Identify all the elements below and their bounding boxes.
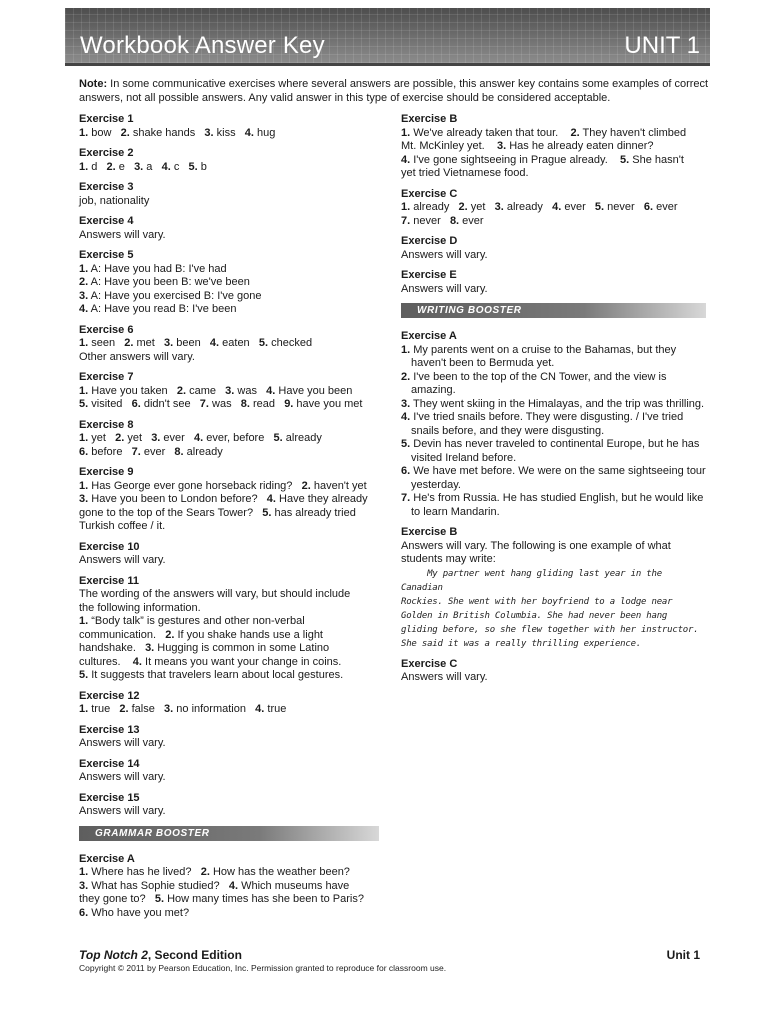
answer-number: 4. xyxy=(209,337,220,349)
answer-text: read xyxy=(249,398,285,410)
answer-line xyxy=(79,337,379,351)
answer-line xyxy=(79,642,379,656)
answer-text: We've already taken that tour. xyxy=(410,126,571,139)
answer-line xyxy=(79,385,379,399)
answer-text: bow xyxy=(88,126,121,139)
exercise-block xyxy=(79,724,379,751)
answer-number: 1. xyxy=(79,866,89,878)
answer-text: cultures. xyxy=(79,655,133,668)
answer-line xyxy=(79,669,379,683)
exercise-title: Exercise 15 xyxy=(79,791,140,804)
exercise-block xyxy=(79,324,379,365)
answer-text: He's from Russia. He has studied English, but he would like to learn Mandarin. xyxy=(410,492,707,518)
answer-line xyxy=(79,276,379,290)
answer-line xyxy=(79,127,379,141)
answer-line xyxy=(79,398,379,412)
answer-number: 1. xyxy=(79,615,89,627)
answer-text: before xyxy=(88,445,132,458)
answer-number: 8. xyxy=(174,445,184,458)
answer-line xyxy=(79,737,379,751)
answer-line xyxy=(401,249,706,263)
answer-text: Answers will vary. xyxy=(401,282,488,295)
answer-line xyxy=(401,154,706,168)
answer-number: 3. xyxy=(79,493,89,505)
answer-text: I've been to the top of the CN Tower, and the view is amazing. xyxy=(410,370,670,396)
exercise-block xyxy=(401,188,706,229)
answer-text: Has George ever gone horseback riding? xyxy=(88,479,302,492)
exercise-block xyxy=(79,466,379,534)
answer-text: Have you been xyxy=(275,384,353,397)
answer-text: been xyxy=(173,337,210,349)
answer-line xyxy=(79,229,379,243)
answer-text: “Body talk” is gestures and other non-verbal xyxy=(88,615,305,627)
answer-number: 3. xyxy=(134,160,144,173)
answer-number: 2. xyxy=(401,370,411,383)
answer-text: ever, before xyxy=(203,432,274,444)
answer-text: yet tried Vietnamese food. xyxy=(401,167,529,179)
answer-text: b xyxy=(197,160,207,173)
answer-line xyxy=(401,201,706,215)
answer-line xyxy=(79,432,379,446)
answer-number: 8. xyxy=(449,214,460,227)
answer-number: 5. xyxy=(594,201,605,213)
answer-number: 5. xyxy=(273,432,283,444)
answer-line xyxy=(401,283,706,297)
answer-number: 6. xyxy=(79,906,89,919)
exercise-block xyxy=(79,371,379,412)
answer-text: a xyxy=(143,160,162,173)
answer-text: Answers will vary. xyxy=(401,671,488,683)
answer-text: What has Sophie studied? xyxy=(88,879,229,892)
exercise-title: Exercise 1 xyxy=(79,113,134,125)
answer-number: 8. xyxy=(240,398,250,410)
answer-text: If you shake hands use a light xyxy=(174,628,323,641)
exercise-title: Exercise 13 xyxy=(79,723,140,736)
answer-text: communication. xyxy=(79,628,166,641)
answer-text: Answers will vary. xyxy=(79,771,166,783)
sample-writing-line: gliding before, so she flew together with her instructor. xyxy=(401,624,699,635)
answer-number: 3. xyxy=(164,703,174,715)
answer-number: 2. xyxy=(124,337,134,349)
answer-text: already xyxy=(183,445,223,458)
answer-number: 7. xyxy=(401,492,411,504)
answer-text: ever xyxy=(561,201,595,213)
answer-number: 2. xyxy=(120,126,130,139)
answer-number: 2. xyxy=(119,703,129,715)
answer-text: Answers will vary. xyxy=(79,228,166,241)
answer-line xyxy=(79,703,379,717)
note-paragraph xyxy=(79,78,709,105)
sample-writing-line: She said it was a really thrilling experience. xyxy=(401,638,642,649)
answer-number: 4. xyxy=(255,703,265,715)
answer-text: Answers will vary. xyxy=(79,737,166,749)
answer-text: Mt. McKinley yet. xyxy=(401,140,497,152)
exercise-title: Exercise 14 xyxy=(79,757,140,770)
answer-text: A: Have you been B: we've been xyxy=(88,276,250,288)
exercise-title: Exercise 5 xyxy=(79,249,134,261)
answer-line xyxy=(401,553,706,567)
exercise-title: Exercise 6 xyxy=(79,323,134,336)
footer-book-name: Top Notch 2 xyxy=(79,948,148,962)
answer-text: eaten xyxy=(219,337,259,349)
answer-number: 5. xyxy=(154,893,165,905)
exercise-block xyxy=(79,792,379,819)
answer-number: 3. xyxy=(79,289,89,302)
answer-text: c xyxy=(170,160,189,173)
answer-line xyxy=(401,465,709,492)
answer-text: no information xyxy=(173,703,256,715)
exercise-title: Exercise D xyxy=(401,235,458,247)
exercise-block xyxy=(79,690,379,717)
exercise-title: Exercise A xyxy=(401,330,457,342)
answer-number: 1. xyxy=(401,126,411,139)
page-title: Workbook Answer Key xyxy=(80,32,325,59)
answer-number: 3. xyxy=(225,384,235,397)
answer-text: ever xyxy=(653,201,678,213)
answer-number: 1. xyxy=(79,703,89,715)
answer-text: yet xyxy=(88,432,116,444)
answer-line xyxy=(401,215,706,229)
answer-number: 2. xyxy=(79,276,89,288)
answer-text: haven't yet xyxy=(310,479,367,492)
section-banner-label: WRITING BOOSTER xyxy=(417,305,522,316)
exercise-title: Exercise 7 xyxy=(79,371,134,383)
answer-text: I've tried snails before. They were disgusting. / I've tried snails before, and they were disgusting. xyxy=(410,411,687,437)
sample-writing-line: Rockies. She went with her boyfriend to a lodge near xyxy=(401,596,673,607)
answer-text: handshake. xyxy=(79,642,146,654)
answer-number: 7. xyxy=(401,214,411,227)
answer-text: already xyxy=(410,201,459,213)
answer-line xyxy=(79,195,379,209)
exercise-title: Exercise B xyxy=(401,526,458,538)
answer-line xyxy=(79,907,379,921)
answer-number: 5. xyxy=(401,438,411,450)
answer-text: hug xyxy=(253,126,276,139)
answer-line xyxy=(79,866,379,880)
answer-number: 3. xyxy=(151,432,161,444)
answer-number: 3. xyxy=(494,201,504,213)
exercise-block xyxy=(401,113,706,181)
exercise-block xyxy=(79,758,379,785)
exercise-title: Exercise E xyxy=(401,269,457,281)
answer-text: have you met xyxy=(293,398,363,410)
answer-text: How has the weather been? xyxy=(209,866,350,878)
answer-text: We have met before. We were on the same sightseeing tour yesterday. xyxy=(410,465,709,491)
answer-line xyxy=(401,140,706,154)
answer-text: Answers will vary. xyxy=(79,805,166,817)
exercise-block xyxy=(401,269,706,296)
answer-number: 3. xyxy=(145,642,155,654)
answer-number: 6. xyxy=(79,445,89,458)
answer-line xyxy=(79,493,379,507)
exercise-title: Exercise C xyxy=(401,657,458,670)
footer-book-title xyxy=(79,948,242,962)
exercise-title: Exercise B xyxy=(401,113,458,125)
answer-text: My parents went on a cruise to the Bahamas, but they haven't been to Bermuda yet. xyxy=(410,343,680,369)
unit-label: UNIT 1 xyxy=(624,32,700,59)
answer-line xyxy=(79,507,379,521)
answer-text: Hugging is common in some Latino xyxy=(154,642,330,654)
answer-line xyxy=(79,615,379,629)
answer-line xyxy=(401,411,706,438)
answer-number: 4. xyxy=(194,432,204,444)
exercise-title: Exercise A xyxy=(79,852,135,865)
answer-line xyxy=(79,290,379,304)
answer-line xyxy=(401,127,706,141)
answer-text: already xyxy=(503,201,553,213)
answer-number: 1. xyxy=(79,126,89,139)
answer-text: ever xyxy=(140,445,175,458)
exercise-title: Exercise 4 xyxy=(79,215,134,227)
answer-text: yet xyxy=(124,432,152,444)
answer-number: 3. xyxy=(496,140,507,152)
exercise-block xyxy=(401,658,706,685)
answer-text: The wording of the answers will vary, but should include xyxy=(79,588,351,600)
answer-line xyxy=(401,492,706,519)
answer-text: Where has he lived? xyxy=(88,866,201,878)
exercise-block xyxy=(79,853,379,921)
answer-number: 5. xyxy=(620,153,630,166)
answer-text: came xyxy=(186,384,226,397)
answer-text: job, nationality xyxy=(79,194,150,207)
answer-number: 2. xyxy=(301,479,311,492)
footer-book-edition: , Second Edition xyxy=(147,948,242,962)
answer-text: met xyxy=(133,337,165,349)
section-banner xyxy=(401,303,706,318)
answer-text: Who have you met? xyxy=(88,906,190,919)
answer-text: true xyxy=(88,703,120,715)
answer-text: Answers will vary. The following is one example of what xyxy=(401,539,671,552)
answer-line xyxy=(79,880,379,894)
answer-line xyxy=(401,167,706,181)
answer-line xyxy=(401,344,706,371)
answer-text: A: Have you had B: I've had xyxy=(88,262,227,275)
answer-number: 2. xyxy=(570,126,580,139)
answer-text: Have they already xyxy=(275,493,368,505)
exercise-block xyxy=(79,181,379,208)
answer-number: 6. xyxy=(131,398,141,410)
answer-text: Which museums have xyxy=(238,879,350,892)
exercise-block xyxy=(79,249,379,317)
answer-text: They haven't climbed xyxy=(579,126,687,139)
exercise-block xyxy=(401,330,709,519)
answer-number: 1. xyxy=(79,262,89,275)
exercise-block xyxy=(79,575,379,683)
answer-text: has already tried xyxy=(271,506,356,519)
answer-line xyxy=(79,554,379,568)
answer-text: A: Have you exercised B: I've gone xyxy=(88,289,262,302)
answer-text: ever xyxy=(459,214,484,227)
answer-text: gone to the top of the Sears Tower? xyxy=(79,506,263,519)
answer-line xyxy=(79,629,379,643)
answer-number: 4. xyxy=(401,153,411,166)
answer-text: they gone to? xyxy=(79,893,155,905)
answer-line xyxy=(79,446,379,460)
answer-number: 5. xyxy=(258,337,269,349)
exercise-block xyxy=(79,215,379,242)
answer-number: 2. xyxy=(200,866,210,878)
exercise-title: Exercise C xyxy=(401,187,458,200)
exercise-title: Exercise 12 xyxy=(79,689,140,702)
answer-text: Turkish coffee / it. xyxy=(79,520,166,532)
answer-text: true xyxy=(264,703,287,715)
right-column xyxy=(401,113,709,692)
answer-number: 2. xyxy=(458,201,468,213)
answer-text: students may write: xyxy=(401,553,496,565)
answer-line xyxy=(79,771,379,785)
answer-text: e xyxy=(115,160,135,173)
exercise-block xyxy=(79,113,379,140)
answer-line xyxy=(401,371,706,398)
answer-number: 5. xyxy=(262,506,272,519)
answer-number: 1. xyxy=(79,479,89,492)
answer-text: It means you want your change in coins. xyxy=(141,655,342,668)
answer-number: 6. xyxy=(401,465,411,477)
answer-number: 6. xyxy=(643,201,654,213)
answer-number: 7. xyxy=(199,398,209,410)
answer-number: 1. xyxy=(401,343,411,356)
answer-line xyxy=(79,351,379,365)
answer-number: 4. xyxy=(244,126,254,139)
answer-line xyxy=(79,602,379,616)
answer-text: Have you been to London before? xyxy=(88,493,267,505)
answer-line xyxy=(79,303,379,317)
exercise-title: Exercise 8 xyxy=(79,418,134,431)
answer-line xyxy=(79,588,379,602)
answer-text: Answers will vary. xyxy=(79,554,166,566)
answer-line xyxy=(79,520,379,534)
answer-line xyxy=(401,540,706,554)
note-label: Note: xyxy=(79,78,108,90)
answer-number: 2. xyxy=(106,160,116,173)
answer-line xyxy=(79,480,379,494)
answer-number: 4. xyxy=(552,201,562,213)
answer-line xyxy=(79,161,379,175)
answer-line xyxy=(401,398,706,412)
answer-number: 4. xyxy=(266,493,276,505)
answer-text: was xyxy=(208,398,241,410)
answer-line xyxy=(79,263,379,277)
answer-number: 4. xyxy=(401,411,411,423)
exercise-title: Exercise 11 xyxy=(79,574,139,587)
answer-number: 4. xyxy=(266,384,276,397)
exercise-title: Exercise 3 xyxy=(79,181,134,193)
answer-text: They went skiing in the Himalayas, and the trip was thrilling. xyxy=(410,397,705,410)
answer-number: 3. xyxy=(401,397,411,410)
exercise-title: Exercise 10 xyxy=(79,540,140,553)
answer-text: yet xyxy=(467,201,495,213)
answer-number: 2. xyxy=(176,384,187,397)
answer-number: 1. xyxy=(79,337,89,349)
section-banner xyxy=(79,826,379,841)
answer-line xyxy=(79,656,379,670)
answer-number: 4. xyxy=(132,655,142,668)
exercise-title: Exercise 9 xyxy=(79,466,134,478)
answer-line xyxy=(79,893,379,907)
answer-number: 1. xyxy=(79,160,89,173)
answer-text: It suggests that travelers learn about local gestures. xyxy=(88,669,344,681)
answer-text: never xyxy=(410,214,450,227)
sample-writing-line: Golden in British Columbia. She had never been hang xyxy=(401,610,668,621)
answer-text: A: Have you read B: I've been xyxy=(88,303,237,315)
exercise-title: Exercise 2 xyxy=(79,147,134,159)
answer-number: 4. xyxy=(228,879,239,892)
answer-text: d xyxy=(88,160,107,173)
answer-number: 7. xyxy=(131,445,141,458)
answer-text: checked xyxy=(268,337,313,349)
answer-number: 4. xyxy=(79,303,89,315)
answer-text: false xyxy=(128,703,165,715)
exercise-block xyxy=(79,541,379,568)
answer-number: 2. xyxy=(115,432,125,444)
answer-number: 9. xyxy=(284,398,294,410)
answer-number: 2. xyxy=(165,628,175,641)
answer-text: shake hands xyxy=(129,126,205,139)
answer-line xyxy=(401,438,706,465)
page-header xyxy=(65,8,710,66)
answer-text: How many times has she been to Paris? xyxy=(164,893,364,905)
exercise-block xyxy=(79,419,379,460)
answer-text: ever xyxy=(160,432,194,444)
answer-text: already xyxy=(282,432,322,444)
answer-number: 3. xyxy=(79,879,89,892)
section-banner-label: GRAMMAR BOOSTER xyxy=(95,827,210,839)
answer-text: was xyxy=(234,384,267,397)
answer-text: Other answers will vary. xyxy=(79,350,195,363)
answer-number: 1. xyxy=(79,432,89,444)
answer-text: Has he already eaten dinner? xyxy=(506,140,654,152)
answer-number: 4. xyxy=(161,160,171,173)
exercise-block xyxy=(79,147,379,174)
footer-unit: Unit 1 xyxy=(666,948,700,962)
answer-text: Have you taken xyxy=(88,384,177,397)
answer-text: She hasn't xyxy=(629,153,684,166)
answer-text: visited xyxy=(88,398,132,410)
answer-text: Answers will vary. xyxy=(401,248,488,261)
answer-number: 5. xyxy=(188,160,198,173)
exercise-block xyxy=(401,235,706,262)
answer-line xyxy=(79,805,379,819)
answer-text: didn't see xyxy=(140,398,200,410)
sample-writing-line: My partner went hang gliding last year in the Canadian xyxy=(401,568,668,593)
answer-number: 1. xyxy=(79,384,89,397)
answer-text: I've gone sightseeing in Prague already. xyxy=(410,153,620,166)
note-text: In some communicative exercises where several answers are possible, this answer key contains some examples of correct answers, not all possible answers. Any valid answer in this type of exercise should be considered acceptable. xyxy=(79,78,709,104)
answer-text: Devin has never traveled to continental Europe, but he has visited Ireland before. xyxy=(410,438,703,464)
answer-number: 3. xyxy=(204,126,214,139)
left-column xyxy=(79,113,379,927)
exercise-block xyxy=(401,526,706,651)
answer-text: seen xyxy=(88,337,125,349)
answer-number: 1. xyxy=(401,201,411,213)
copyright-notice: Copyright © 2011 by Pearson Education, Inc. Permission granted to reproduce for classroom use. xyxy=(79,963,447,973)
answer-text: kiss xyxy=(213,126,245,139)
answer-text: never xyxy=(604,201,644,213)
answer-number: 5. xyxy=(79,669,89,681)
answer-line xyxy=(401,671,706,685)
answer-text: the following information. xyxy=(79,601,201,614)
answer-number: 5. xyxy=(79,398,89,410)
answer-number: 3. xyxy=(164,337,174,349)
